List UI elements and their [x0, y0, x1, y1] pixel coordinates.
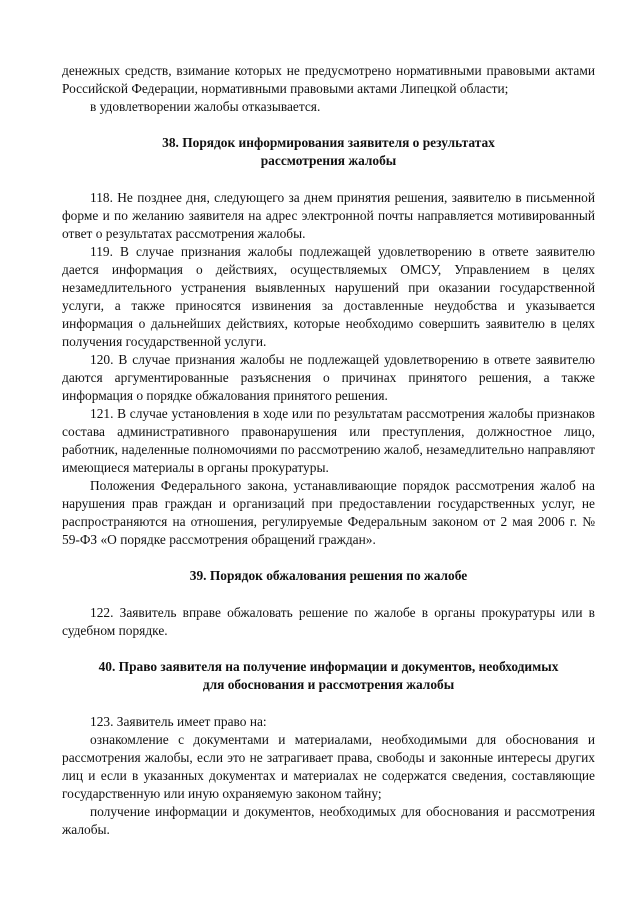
paragraph-118: 118. Не позднее дня, следующего за днем принятия решения, заявителю в письменной форме и по желанию заявителя на адрес электронной почты направляется мотивированный ответ о результатах рассмотрения жалобы.: [62, 190, 595, 241]
paragraph-federal-law: Положения Федерального закона, устанавливающие порядок рассмотрения жалоб на нарушения прав граждан и организаций при предоставлении государственных услуг, не распространяются на отношения, регулируемые Федеральным законом от 2 мая 2006 г. № 59-ФЗ «О порядке рассмотрения обращений граждан».: [62, 478, 595, 547]
section-40-heading: [62, 658, 595, 694]
paragraph-121: 121. В случае установления в ходе или по результатам рассмотрения жалобы признаков состава административного правонарушения или преступления, должностное лицо, работник, наделенные полномочиями по рассмотрению жалоб, незамедлительно направляют имеющиеся материалы в органы прокуратуры.: [62, 406, 595, 475]
paragraph-119: 119. В случае признания жалобы подлежащей удовлетворению в ответе заявителю дается информация о действиях, осуществляемых ОМСУ, Управлением в целях незамедлительного устранения выявленных нарушений при оказании государственной услуги, а также приносятся извинения за доставленные неудобства и указывается информация о дальнейших действиях, которые необходимо совершить заявителю в целях получения государственной услуги.: [62, 244, 595, 349]
paragraph-intro-2: в удовлетворении жалобы отказывается.: [90, 99, 321, 114]
section-40-title-line1: 40. Право заявителя на получение информации и документов, необходимых: [98, 659, 559, 674]
paragraph-122: 122. Заявитель вправе обжаловать решение по жалобе в органы прокуратуры или в судебном порядке.: [62, 605, 595, 638]
section-38-heading: [62, 134, 595, 170]
section-38-title-line1: 38. Порядок информирования заявителя о результатах: [162, 135, 495, 150]
paragraph-intro-1: денежных средств, взимание которых не предусмотрено нормативными правовыми актами Российской Федерации, нормативными правовыми актами Липецкой области;: [62, 63, 595, 96]
document-page: [62, 62, 595, 839]
paragraph-123-item-2: получение информации и документов, необходимых для обоснования и рассмотрения жалобы.: [62, 804, 595, 837]
paragraph-120: 120. В случае признания жалобы не подлежащей удовлетворению в ответе заявителю даются аргументированные разъяснения о причинах принятого решения, а также информация о порядке обжалования принятого решения.: [62, 352, 595, 403]
paragraph-123-item-1: ознакомление с документами и материалами, необходимыми для обоснования и рассмотрения жалобы, если это не затрагивает права, свободы и законные интересы других лиц и если в указанных документах и материалах не содержатся сведения, составляющие государственную или иную охраняемую законом тайну;: [62, 732, 595, 801]
section-39-heading: [62, 567, 595, 585]
paragraph-123: 123. Заявитель имеет право на:: [90, 714, 267, 729]
section-39-title: 39. Порядок обжалования решения по жалобе: [189, 568, 468, 583]
section-40-title-line2: для обоснования и рассмотрения жалобы: [202, 677, 455, 692]
section-38-title-line2: рассмотрения жалобы: [260, 153, 397, 168]
